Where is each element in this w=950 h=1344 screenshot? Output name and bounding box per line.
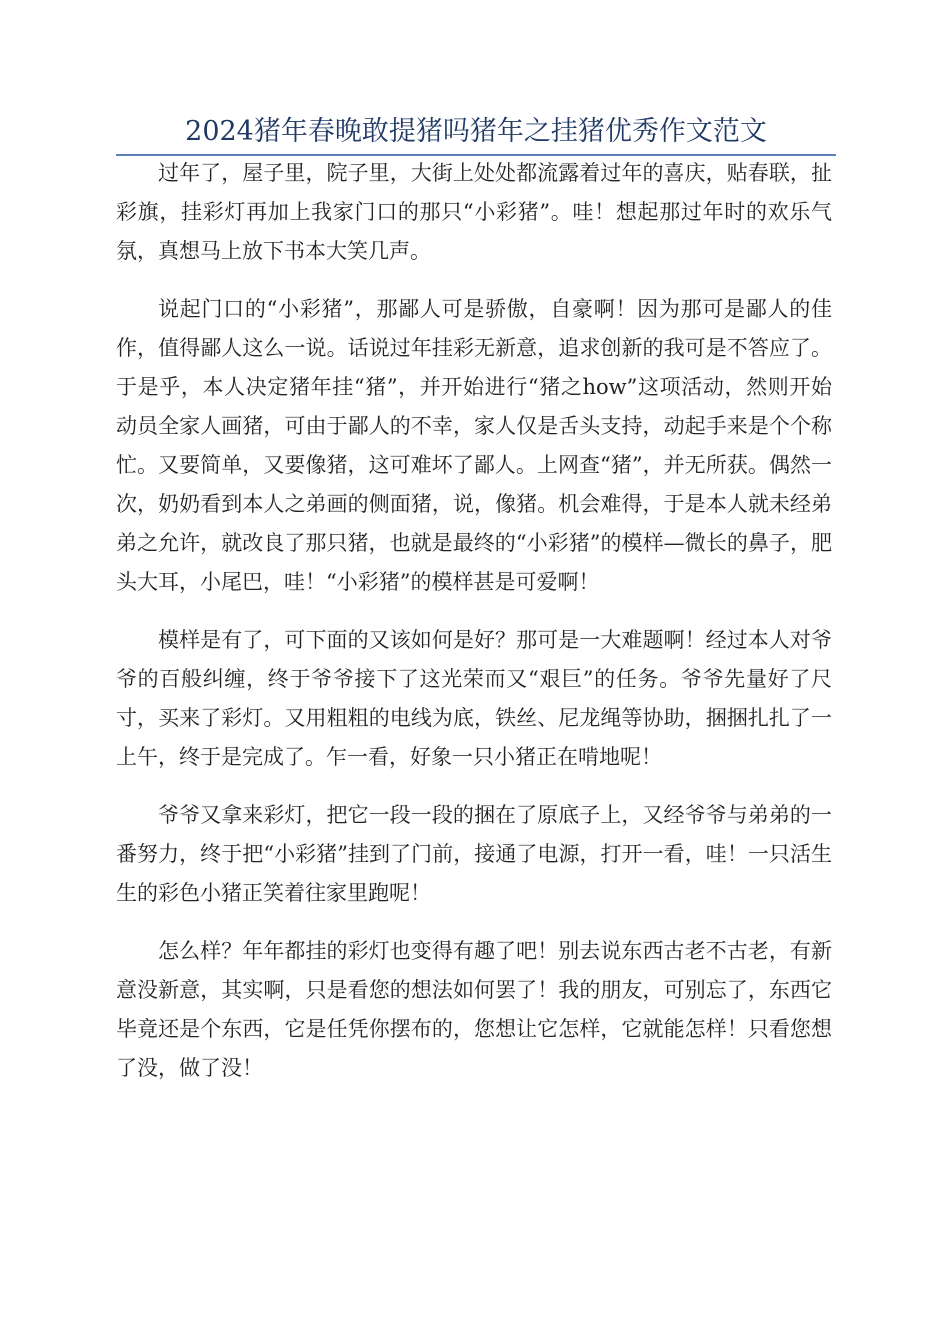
paragraph-4: 爷爷又拿来彩灯，把它一段一段的捆在了原底子上，又经爷爷与弟弟的一番努力，终于把“小彩猪”挂到了门前，接通了电源，打开一看，哇！一只活生生的彩色小猪正笑着往家里跑呢！ bbox=[116, 803, 832, 905]
paragraph-2: 说起门口的“小彩猪”，那鄙人可是骄傲，自豪啊！因为那可是鄙人的佳作，值得鄙人这么一说。话说过年挂彩无新意，追求创新的我可是不答应了。于是乎，本人决定猪年挂“猪”，并开始进行“猪之how”这项活动，然则开始动员全家人画猪，可由于鄙人的不幸，家人仅是舌头支持，动起手来是个个称忙。又要简单，又要像猪，这可难坏了鄙人。上网查“猪”，并无所获。偶然一次，奶奶看到本人之弟画的侧面猪，说，像猪。机会难得，于是本人就未经弟弟之允许，就改良了那只猪，也就是最终的“小彩猪”的模样—微长的鼻子，肥头大耳，小尾巴，哇！“小彩猪”的模样甚是可爱啊！ bbox=[116, 297, 832, 594]
title-block bbox=[116, 112, 836, 156]
paragraph-5: 怎么样？年年都挂的彩灯也变得有趣了吧！别去说东西古老不古老，有新意没新意，其实啊，只是看您的想法如何罢了！我的朋友，可别忘了，东西它毕竟还是个东西，它是任凭你摆布的，您想让它怎样，它就能怎样！只看您想了没，做了没！ bbox=[116, 939, 832, 1080]
article-body bbox=[116, 154, 832, 1107]
paragraph-3: 模样是有了，可下面的又该如何是好？那可是一大难题啊！经过本人对爷爷的百般纠缠，终于爷爷接下了这光荣而又“艰巨”的任务。爷爷先量好了尺寸，买来了彩灯。又用粗粗的电线为底，铁丝、尼龙绳等协助，捆捆扎扎了一上午，终于是完成了。乍一看，好象一只小猪正在啃地呢！ bbox=[116, 628, 832, 769]
paragraph-1: 过年了，屋子里，院子里，大街上处处都流露着过年的喜庆，贴春联，扯彩旗，挂彩灯再加上我家门口的那只“小彩猪”。哇！想起那过年时的欢乐气氛，真想马上放下书本大笑几声。 bbox=[116, 161, 832, 263]
page-title: 2024猪年春晚敢提猪吗猪年之挂猪优秀作文范文 bbox=[185, 116, 767, 147]
